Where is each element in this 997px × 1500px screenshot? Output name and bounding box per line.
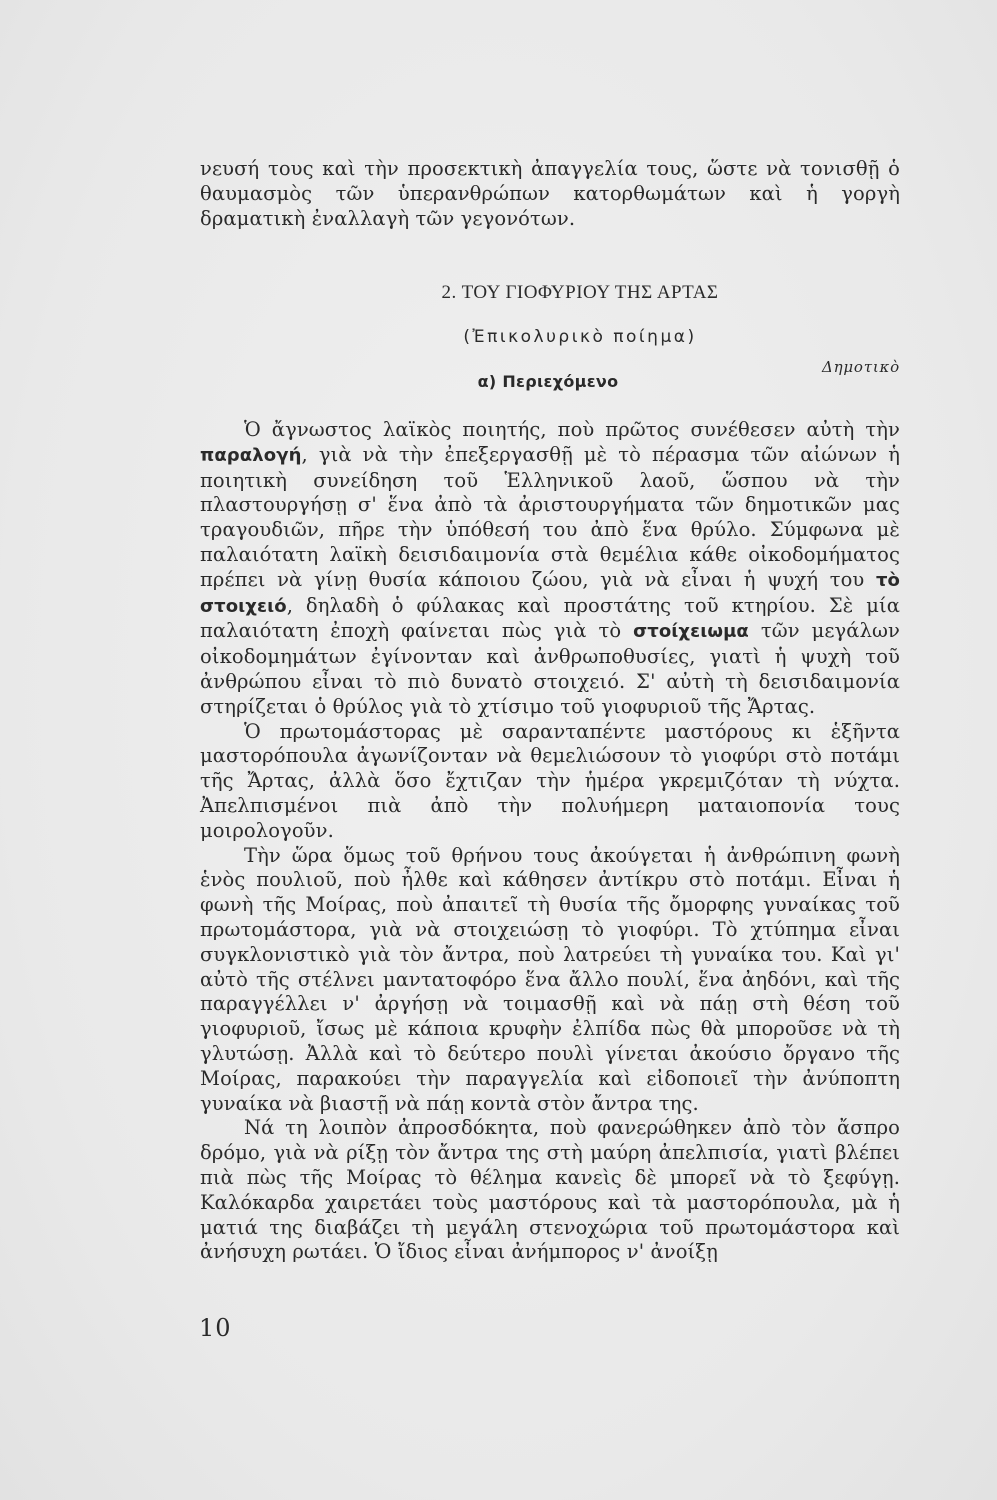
section-subtitle: (Ἐπικολυρικὸ ποίημα) (463, 327, 697, 347)
p1-part-a: Ὁ ἄγνωστος λαϊκὸς ποιητής, ποὺ πρῶτος συνέθεσεν αὐτὴ τὴν (244, 418, 900, 441)
bold-term-stoicheioma: στοίχειωμα (633, 621, 749, 643)
page-number: 10 (199, 1314, 232, 1342)
section-title: 2. ΤΟΥ ΓΙΟΦΥΡΙΟΥ ΤΗΣ ΑΡΤΑΣ (441, 282, 719, 303)
bold-term-stoicheio: τὸ στοιχειό (200, 569, 900, 617)
p1-part-d: τῶν μεγάλων οἰκοδομημάτων ἐγίνονταν καὶ ἀνθρωποθυσίες, γιατὶ ἡ ψυχὴ τοῦ ἀνθρώπου εἶναι τὸ πιὸ δυνατὸ στοιχειό. Σ' αὐτὴ τὴ δεισιδαιμονία στηρίζεται ὁ θρύλος γιὰ τὸ χτίσιμο τοῦ γιοφυριοῦ τῆς Ἄρτας. (200, 619, 900, 718)
intro-paragraph: νευσή τους καὶ τὴν προσεκτικὴ ἀπαγγελία τους, ὥστε νὰ τονισθῇ ὁ θαυμασμὸς τῶν ὑπερανθρώπων κατορθωμάτων καὶ ἡ γοργὴ δραματικὴ ἐναλλαγὴ τῶν γεγονότων. (200, 157, 900, 230)
bold-term-paralogi: παραλογή (200, 444, 302, 466)
intro-text (200, 157, 900, 231)
body-paragraph-1 (200, 418, 900, 720)
body-paragraph-2: Ὁ πρωτομάστορας μὲ σαρανταπέντε μαστόρους κι ἑξῆντα μαστορόπουλα ἀγωνίζονταν νὰ θεμελιώσουν τὸ γιοφύρι στὸ ποτάμι τῆς Ἄρτας, ἀλλὰ ὅσο ἔχτιζαν τὴν ἡμέρα γκρεμιζόταν τὴ νύχτα. Ἀπελπισμένοι πιὰ ἀπὸ τὴν πολυήμερη ματαιοπονία τους μοιρολογοῦν. (200, 719, 900, 842)
section-subheading: α) Περιεχόμενο (477, 372, 619, 391)
body-paragraph-4: Νά τη λοιπὸν ἀπροσδόκητα, ποὺ φανερώθηκεν ἀπὸ τὸν ἄσπρο δρόμο, γιὰ νὰ ρίξῃ τὸν ἄντρα της στὴ μαύρη ἀπελπισία, γιατὶ βλέπει πιὰ πὼς τῆς Μοίρας τὸ θέλημα κανεὶς δὲ μπορεῖ νὰ τὸ ξεφύγῃ. Καλόκαρδα χαιρετάει τοὺς μαστόρους καὶ τὰ μαστορόπουλα, μὰ ἡ ματιά της διαβάζει τὴ μεγάλη στενοχώρια τοῦ πρωτομάστορα καὶ ἀνήσυχη ρωτάει. Ὁ ἴδιος εἶναι ἀνήμπορος ν' ἀνοίξῃ (200, 1116, 900, 1264)
p1-part-b: , γιὰ νὰ τὴν ἐπεξεργασθῇ μὲ τὸ πέρασμα τῶν αἰώνων ἡ ποιητικὴ συνείδηση τοῦ Ἑλληνικοῦ λαοῦ, ὥσπου νὰ τὴν πλαστουργήσῃ σ' ἕνα ἀπὸ τὰ ἀριστουργήματα τῶν δημοτικῶν μας τραγουδιῶν, πῆρε τὴν ὑπόθεσή του ἀπὸ ἕνα θρύλο. Σύμφωνα μὲ παλαιότατη λαϊκὴ δεισιδαιμονία στὰ θεμέλια κάθε οἰκοδομήματος πρέπει νὰ γίνῃ θυσία κάποιου ζώου, γιὰ νὰ εἶναι ἡ ψυχή του (200, 442, 900, 591)
section-attribution: Δημοτικὸ (821, 358, 900, 376)
p1-part-c: , δηλαδὴ ὁ φύλακας καὶ προστάτης τοῦ κτηρίου. Σὲ μία παλαιότατη ἐποχὴ φαίνεται πὼς γιὰ τὸ (200, 593, 900, 643)
body-paragraph-3: Τὴν ὥρα ὅμως τοῦ θρήνου τους ἀκούγεται ἡ ἀνθρώπινη φωνὴ ἑνὸς πουλιοῦ, ποὺ ἦλθε καὶ κάθησεν ἀντίκρυ στὸ ποτάμι. Εἶναι ἡ φωνὴ τῆς Μοίρας, ποὺ ἀπαιτεῖ τὴ θυσία τῆς ὄμορφης γυναίκας τοῦ πρωτομάστορα, γιὰ νὰ στοιχειώσῃ τὸ γιοφύρι. Τὸ χτύπημα εἶναι συγκλονιστικὸ γιὰ τὸν ἄντρα, ποὺ λατρεύει τὴ γυναίκα του. Καὶ γι' αὐτὸ τῆς στέλνει μαντατοφόρο ἕνα ἄλλο πουλί, ἕνα ἀηδόνι, καὶ τῆς παραγγέλλει ν' ἀργήσῃ νὰ τοιμασθῇ καὶ νὰ πάῃ στὴ θέση τοῦ γιοφυριοῦ, ἴσως μὲ κάποια κρυφὴν ἐλπίδα πὼς θὰ μποροῦσε νὰ τὴ γλυτώσῃ. Ἀλλὰ καὶ τὸ δεύτερο πουλὶ γίνεται ἀκούσιο ὄργανο τῆς Μοίρας, παρακούει τὴν παραγγελία καὶ εἰδοποιεῖ τὴν ἀνύποπτη γυναίκα νὰ βιαστῇ νὰ πάῃ κοντὰ στὸν ἄντρα της. (200, 843, 900, 1115)
body-text (200, 418, 900, 1265)
